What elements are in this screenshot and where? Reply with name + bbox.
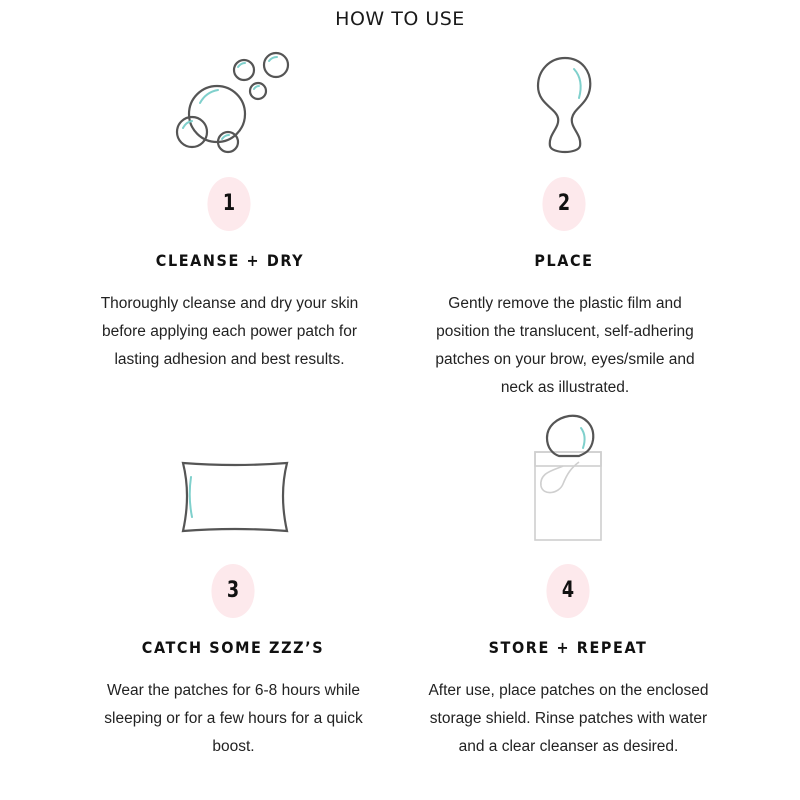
step-description: Wear the patches for 6-8 hours while sleeping or for a few hours for a quick boost. bbox=[104, 682, 363, 755]
step-number-badge: 2 bbox=[542, 177, 585, 231]
pillow-icon bbox=[175, 455, 295, 540]
step-title: PLACE bbox=[534, 251, 594, 270]
step-title: CLEANSE + DRY bbox=[155, 251, 305, 270]
step-number-badge: 4 bbox=[546, 564, 589, 618]
step-description: Thoroughly cleanse and dry your skin before applying each power patch for lasting adhesion and best results. bbox=[100, 295, 359, 368]
step-title: STORE + REPEAT bbox=[488, 638, 648, 657]
step-number-badge: 3 bbox=[211, 564, 254, 618]
step-number-badge: 1 bbox=[207, 177, 250, 231]
patch-icon bbox=[530, 52, 600, 157]
storage-shield-icon bbox=[525, 410, 615, 545]
bubbles-icon bbox=[170, 48, 295, 158]
step-description: After use, place patches on the enclosed storage shield. Rinse patches with water and a clear cleanser as desired. bbox=[428, 682, 709, 755]
step-description: Gently remove the plastic film and position the translucent, self-adhering patches on your brow, eyes/smile and neck as illustrated. bbox=[435, 295, 695, 396]
page-title: HOW TO USE bbox=[335, 8, 465, 30]
step-title: CATCH SOME ZZZ’S bbox=[141, 638, 325, 657]
